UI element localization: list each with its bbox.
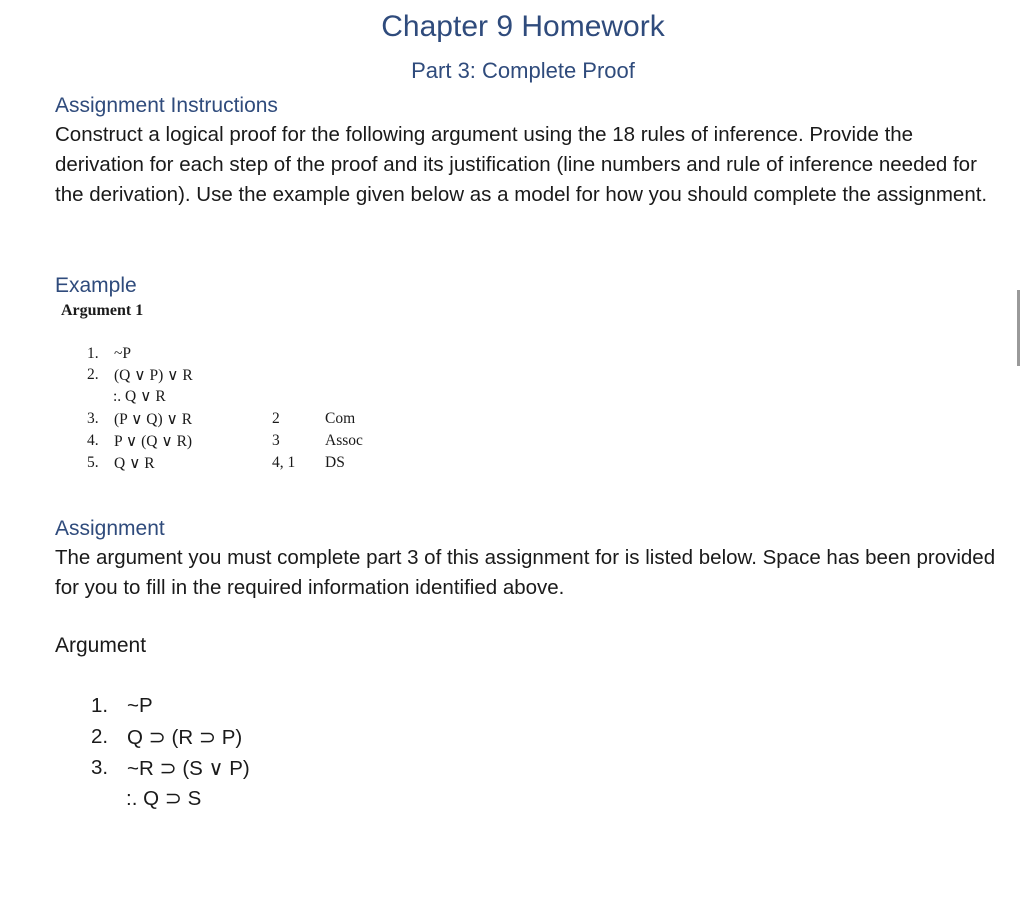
instructions-text: Construct a logical proof for the following argument using the 18 rules of inference. Provide the derivation for each step of the proof and its justification (line numbers and rule of inference needed for the derivation). Use the example given below as a model for how you should complete the assignment.: [55, 123, 988, 206]
formula: Q ∨ R: [114, 455, 155, 472]
example-conclusion: :. Q ∨ R: [113, 388, 166, 405]
formula: ~R ⊃ (S ∨ P): [127, 757, 250, 780]
justification-rule: Assoc: [325, 432, 363, 449]
assignment-text: The argument you must complete part 3 of this assignment for is listed below. Space has been provided for you to fill in the required information identified above.: [55, 546, 996, 599]
page-title: Chapter 9 Homework: [381, 10, 665, 43]
argument-conclusion: :. Q ⊃ S: [126, 787, 202, 810]
formula: ~P: [127, 694, 153, 717]
formula: (P ∨ Q) ∨ R: [114, 411, 193, 428]
line-number: 1.: [87, 345, 99, 362]
line-number: 3.: [91, 756, 109, 779]
justification-lines: 3: [272, 432, 280, 449]
line-number: 4.: [87, 432, 99, 449]
formula: ~P: [114, 345, 132, 362]
formula: (Q ∨ P) ∨ R: [114, 367, 193, 384]
assignment-heading: Assignment: [55, 517, 165, 540]
line-number: 1.: [91, 694, 109, 717]
justification-lines: 4, 1: [272, 454, 296, 471]
line-number: 2.: [87, 366, 99, 383]
argument-label: Argument: [55, 634, 147, 657]
justification-rule: Com: [325, 410, 356, 427]
justification-lines: 2: [272, 410, 280, 427]
justification-rule: DS: [325, 454, 345, 471]
formula: Q ⊃ (R ⊃ P): [127, 726, 243, 749]
example-subheading: Argument 1: [61, 302, 144, 319]
line-number: 2.: [91, 725, 109, 748]
line-number: 3.: [87, 410, 99, 427]
line-number: 5.: [87, 454, 99, 471]
example-heading: Example: [55, 274, 137, 297]
page-subtitle: Part 3: Complete Proof: [411, 58, 635, 83]
formula: P ∨ (Q ∨ R): [114, 433, 193, 450]
instructions-heading: Assignment Instructions: [55, 94, 278, 117]
